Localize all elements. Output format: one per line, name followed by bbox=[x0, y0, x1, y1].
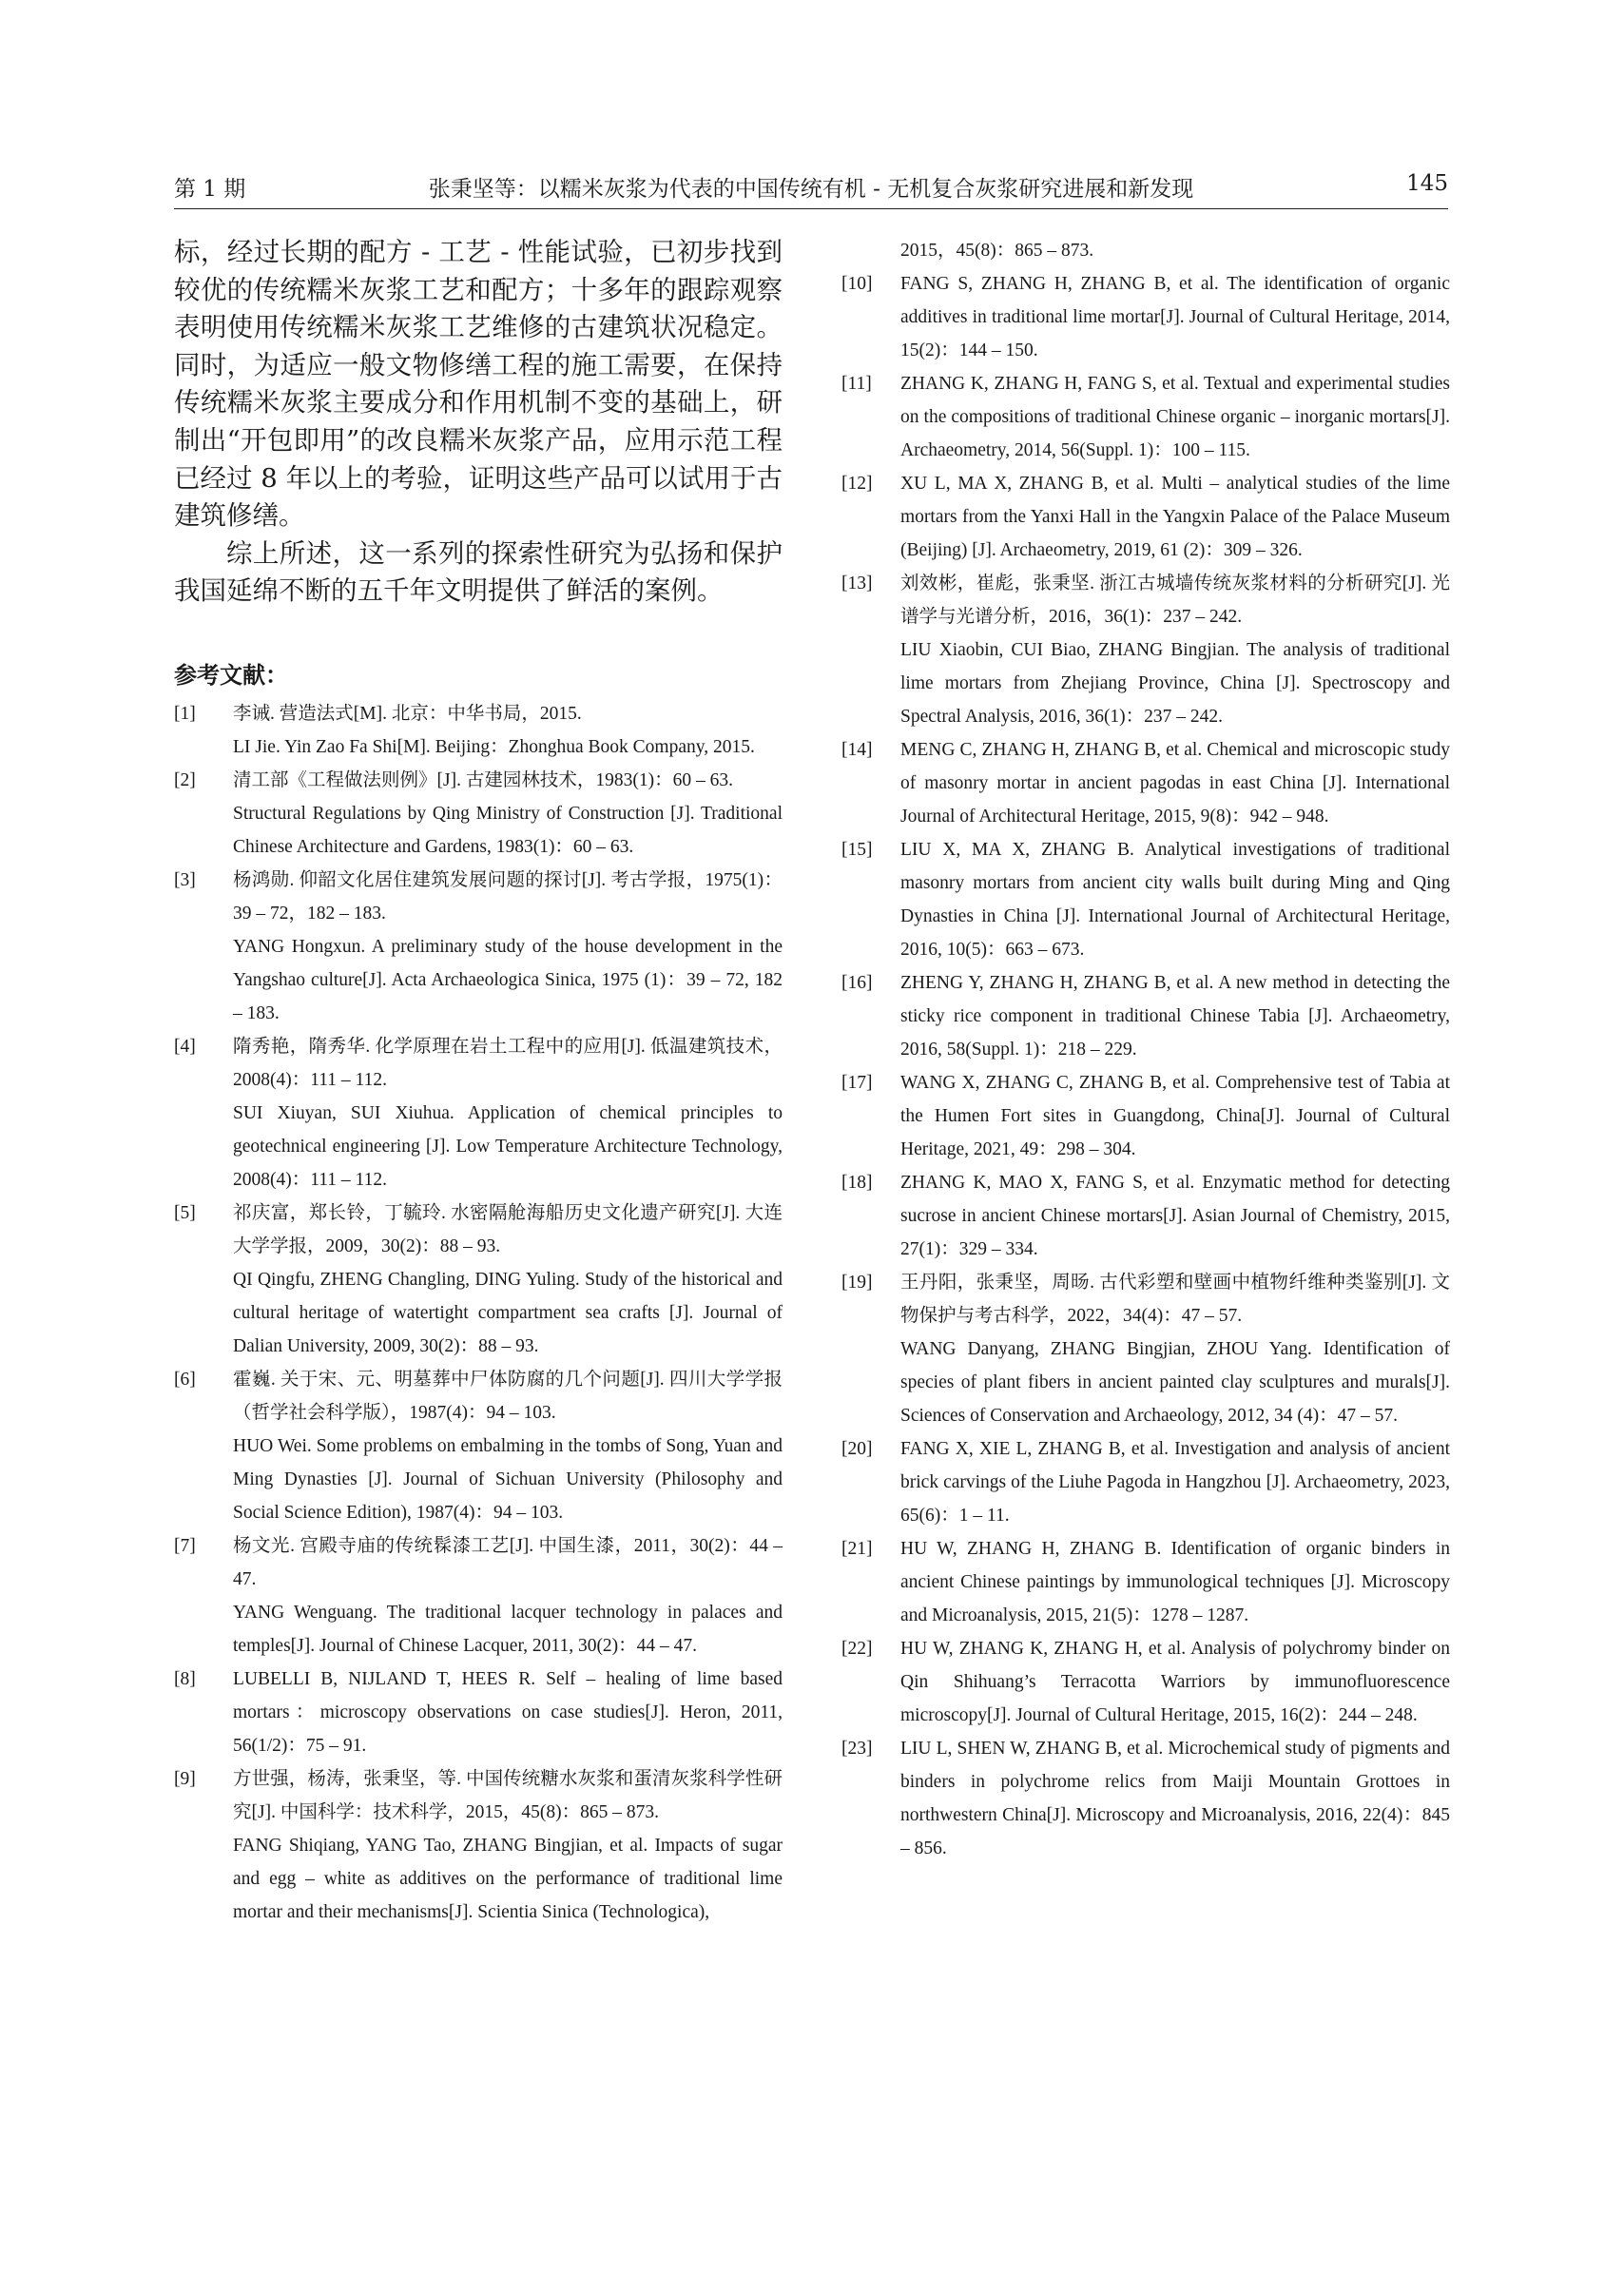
left-column bbox=[174, 234, 783, 1929]
reference-item bbox=[174, 864, 783, 1030]
reference-number: [10] bbox=[841, 274, 873, 294]
reference-number: [15] bbox=[841, 840, 873, 860]
reference-number: [11] bbox=[841, 374, 872, 394]
reference-text: LIU X, MA X, ZHANG B. Analytical investigations of traditional masonry mortars from ancient city walls built during Ming and Qing Dynasties in China [J]. International Journal of Architectural Heritage, 2016, 10(5)：663 – 673. bbox=[900, 840, 1450, 960]
reference-item bbox=[841, 367, 1450, 467]
reference-translation: HUO Wei. Some problems on embalming in the tombs of Song, Yuan and Ming Dynasties [J]. Journal of Sichuan University (Philosophy and Social Science Edition), 1987(4)：94 – 103. bbox=[233, 1435, 783, 1523]
page-number: 145 bbox=[1406, 171, 1448, 196]
reference-translation: YANG Hongxun. A preliminary study of the house development in the Yangshao culture[J]. Acta Archaeologica Sinica, 1975 (1)：39 – 72, 182 – 183. bbox=[233, 936, 783, 1023]
reference-number: [5] bbox=[174, 1202, 196, 1223]
reference-number: [7] bbox=[174, 1535, 196, 1556]
reference-item bbox=[174, 1030, 783, 1196]
reference-number: [17] bbox=[841, 1073, 873, 1093]
reference-item bbox=[841, 1266, 1450, 1432]
reference-number: [16] bbox=[841, 973, 873, 993]
reference-number: [23] bbox=[841, 1739, 873, 1759]
reference-text: 杨鸿勋. 仰韶文化居住建筑发展问题的探讨[J]. 考古学报，1975(1)：39 – 72，182 – 183. bbox=[233, 869, 783, 924]
reference-item bbox=[174, 1762, 783, 1929]
reference-text: MENG C, ZHANG H, ZHANG B, et al. Chemical and microscopic study of masonry mortar in ancient pagodas in east China [J]. International Journal of Architectural Heritage, 2015, 9(8)：942 – 948. bbox=[900, 740, 1450, 827]
reference-text: 李诫. 营造法式[M]. 北京：中华书局，2015. bbox=[233, 703, 582, 724]
reference-text: 方世强，杨涛，张秉坚，等. 中国传统糖水灰浆和蛋清灰浆科学性研究[J]. 中国科学：技术科学，2015，45(8)：865 – 873. bbox=[233, 1768, 783, 1822]
reference-item bbox=[174, 764, 783, 864]
reference-text: FANG X, XIE L, ZHANG B, et al. Investigation and analysis of ancient brick carvings of the Liuhe Pagoda in Hangzhou [J]. Archaeometry, 2023, 65(6)：1 – 11. bbox=[900, 1439, 1450, 1526]
running-title: 张秉坚等：以糯米灰浆为代表的中国传统有机 - 无机复合灰浆研究进展和新发现 bbox=[428, 177, 1194, 202]
reference-item bbox=[841, 833, 1450, 966]
reference-item bbox=[841, 1532, 1450, 1632]
reference-translation: LI Jie. Yin Zao Fa Shi[M]. Beijing：Zhonghua Book Company, 2015. bbox=[233, 736, 755, 757]
running-header bbox=[174, 171, 1448, 207]
reference-text: FANG S, ZHANG H, ZHANG B, et al. The identification of organic additives in traditional lime mortar[J]. Journal of Cultural Heritage, 2014, 15(2)：144 – 150. bbox=[900, 274, 1450, 360]
reference-number: [6] bbox=[174, 1369, 196, 1390]
issue-label: 第 1 期 bbox=[174, 177, 246, 202]
reference-text: ZHANG K, ZHANG H, FANG S, et al. Textual and experimental studies on the compositions of traditional Chinese organic – inorganic mortars[J]. Archaeometry, 2014, 56(Suppl. 1)：100 – 115. bbox=[900, 374, 1450, 460]
reference-item bbox=[841, 1432, 1450, 1532]
reference-translation: LIU Xiaobin, CUI Biao, ZHANG Bingjian. The analysis of traditional lime mortars from Zhejiang Province, China [J]. Spectroscopy and Spectral Analysis, 2016, 36(1)：237 – 242. bbox=[900, 640, 1450, 727]
reference-number: [1] bbox=[174, 703, 196, 724]
reference-translation: YANG Wenguang. The traditional lacquer technology in palaces and temples[J]. Journal of Chinese Lacquer, 2011, 30(2)：44 – 47. bbox=[233, 1602, 783, 1656]
reference-item bbox=[841, 1166, 1450, 1266]
reference-list-right bbox=[841, 267, 1450, 1865]
header-rule bbox=[174, 208, 1448, 209]
reference-text: ZHENG Y, ZHANG H, ZHANG B, et al. A new method in detecting the sticky rice component in traditional Chinese Tabia [J]. Archaeometry, 2016, 58(Suppl. 1)：218 – 229. bbox=[900, 973, 1450, 1060]
reference-number: [22] bbox=[841, 1639, 873, 1659]
reference-number: [8] bbox=[174, 1668, 196, 1689]
reference-number: [3] bbox=[174, 869, 196, 890]
reference-item bbox=[841, 1732, 1450, 1865]
reference-item bbox=[174, 1663, 783, 1762]
reference-translation: SUI Xiuyan, SUI Xiuhua. Application of chemical principles to geotechnical engineering [J]. Low Temperature Architecture Technology, 2008(4)：111 – 112. bbox=[233, 1102, 783, 1190]
reference-number: [12] bbox=[841, 474, 873, 494]
reference-translation: WANG Danyang, ZHANG Bingjian, ZHOU Yang. Identification of species of plant fibers in ancient painted clay sculptures and murals[J]. Sciences of Conservation and Archaeology, 2012, 34 (4)：47 – 57. bbox=[900, 1339, 1450, 1426]
reference-text: 祁庆富，郑长铃，丁毓玲. 水密隔舱海船历史文化遗产研究[J]. 大连大学学报，2009，30(2)：88 – 93. bbox=[233, 1202, 783, 1256]
reference-item bbox=[174, 1196, 783, 1363]
reference-number: [2] bbox=[174, 769, 196, 790]
reference-item bbox=[841, 733, 1450, 833]
reference-text: HU W, ZHANG K, ZHANG H, et al. Analysis of polychromy binder on Qin Shihuang’s Terracotta Warriors by immunofluorescence microscopy[J]. Journal of Cultural Heritage, 2015, 16(2)：244 – 248. bbox=[900, 1639, 1450, 1725]
reference-number: [4] bbox=[174, 1036, 196, 1057]
right-column bbox=[841, 234, 1450, 1865]
reference-translation: Structural Regulations by Qing Ministry of Construction [J]. Traditional Chinese Architecture and Gardens, 1983(1)：60 – 63. bbox=[233, 803, 783, 857]
body-paragraph: 标，经过长期的配方 - 工艺 - 性能试验，已初步找到较优的传统糯米灰浆工艺和配方；十多年的跟踪观察表明使用传统糯米灰浆工艺维修的古建筑状况稳定。同时，为适应一般文物修缮工程的施工需要，在保持传统糯米灰浆主要成分和作用机制不变的基础上，研制出“开包即用”的改良糯米灰浆产品，应用示范工程已经过 8 年以上的考验，证明这些产品可以试用于古建筑修缮。 bbox=[174, 237, 783, 532]
reference-item bbox=[841, 567, 1450, 733]
reference-translation: FANG Shiqiang, YANG Tao, ZHANG Bingjian, et al. Impacts of sugar and egg – white as additives on the performance of traditional lime mortar and their mechanisms[J]. Scientia Sinica (Technologica), bbox=[233, 1835, 783, 1922]
reference-text: 刘效彬，崔彪，张秉坚. 浙江古城墙传统灰浆材料的分析研究[J]. 光谱学与光谱分析，2016，36(1)：237 – 242. bbox=[900, 574, 1450, 627]
reference-item bbox=[841, 267, 1450, 367]
reference-text: 杨文光. 宫殿寺庙的传统髹漆工艺[J]. 中国生漆，2011，30(2)：44 – 47. bbox=[233, 1535, 783, 1589]
reference-item bbox=[174, 697, 783, 764]
reference-text: 清工部《工程做法则例》[J]. 古建园林技术，1983(1)：60 – 63. bbox=[233, 769, 733, 790]
reference-list-left bbox=[174, 697, 783, 1929]
reference-text: XU L, MA X, ZHANG B, et al. Multi – analytical studies of the lime mortars from the Yanxi Hall in the Yangxin Palace of the Palace Museum (Beijing) [J]. Archaeometry, 2019, 61 (2)：309 – 326. bbox=[900, 474, 1450, 560]
body-paragraph: 综上所述，这一系列的探索性研究为弘扬和保护我国延绵不断的五千年文明提供了鲜活的案例。 bbox=[174, 537, 783, 607]
reference-text: WANG X, ZHANG C, ZHANG B, et al. Comprehensive test of Tabia at the Humen Fort sites in Guangdong, China[J]. Journal of Cultural Heritage, 2021, 49：298 – 304. bbox=[900, 1073, 1450, 1159]
references-heading: 参考文献： bbox=[174, 661, 288, 689]
reference-number: [21] bbox=[841, 1539, 873, 1559]
reference-continuation: 2015，45(8)：865 – 873. bbox=[900, 241, 1094, 261]
reference-text: 隋秀艳，隋秀华. 化学原理在岩土工程中的应用[J]. 低温建筑技术，2008(4)：111 – 112. bbox=[233, 1036, 783, 1090]
reference-text: 霍巍. 关于宋、元、明墓葬中尸体防腐的几个问题[J]. 四川大学学报（哲学社会科学版），1987(4)：94 – 103. bbox=[233, 1369, 783, 1423]
reference-text: LIU L, SHEN W, ZHANG B, et al. Microchemical study of pigments and binders in polychrome relics from Maiji Mountain Grottoes in northwestern China[J]. Microscopy and Microanalysis, 2016, 22(4)：845 – 856. bbox=[900, 1739, 1450, 1858]
reference-text: ZHANG K, MAO X, FANG S, et al. Enzymatic method for detecting sucrose in ancient Chinese mortars[J]. Asian Journal of Chemistry, 2015, 27(1)：329 – 334. bbox=[900, 1173, 1450, 1259]
reference-item bbox=[174, 1363, 783, 1529]
reference-text: HU W, ZHANG H, ZHANG B. Identification of organic binders in ancient Chinese paintings by immunological techniques [J]. Microscopy and Microanalysis, 2015, 21(5)：1278 – 1287. bbox=[900, 1539, 1450, 1625]
reference-item bbox=[841, 1632, 1450, 1732]
reference-number: [13] bbox=[841, 574, 873, 593]
reference-item bbox=[841, 1066, 1450, 1166]
reference-number: [20] bbox=[841, 1439, 873, 1459]
reference-item bbox=[841, 467, 1450, 567]
reference-text: 王丹阳，张秉坚，周旸. 古代彩塑和壁画中植物纤维种类鉴别[J]. 文物保护与考古科学，2022，34(4)：47 – 57. bbox=[900, 1273, 1450, 1326]
reference-text: LUBELLI B, NIJLAND T, HEES R. Self – healing of lime based mortars：microscopy observations on case studies[J]. Heron, 2011, 56(1/2)：75 – 91. bbox=[233, 1668, 783, 1756]
reference-number: [18] bbox=[841, 1173, 873, 1193]
reference-number: [19] bbox=[841, 1273, 873, 1293]
reference-item bbox=[841, 966, 1450, 1066]
reference-translation: QI Qingfu, ZHENG Changling, DING Yuling. Study of the historical and cultural heritage of watertight compartment sea crafts [J]. Journal of Dalian University, 2009, 30(2)：88 – 93. bbox=[233, 1269, 783, 1356]
reference-number: [14] bbox=[841, 740, 873, 760]
reference-number: [9] bbox=[174, 1768, 196, 1789]
reference-item bbox=[174, 1529, 783, 1663]
